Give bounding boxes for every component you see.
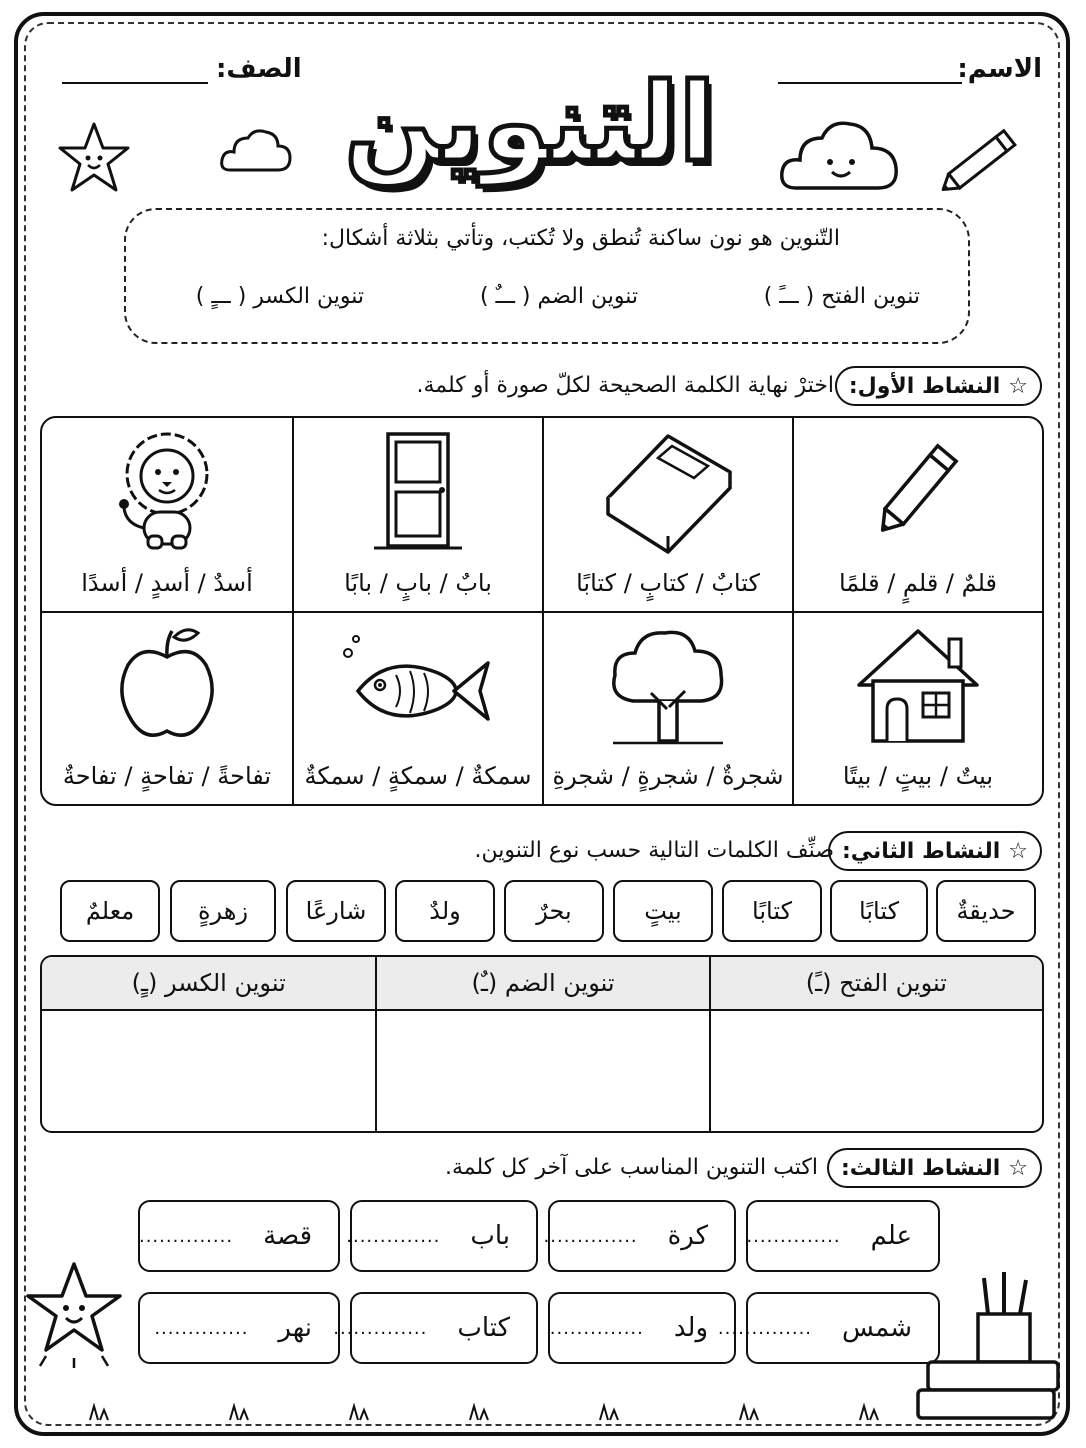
- word-card[interactable]: معلمٌ: [60, 880, 160, 942]
- activity1-choices-house[interactable]: بيتٌ / بيتٍ / بيتًا: [842, 762, 994, 790]
- activity1-choices-lion[interactable]: أسدٌ / أسدٍ / أسدًا: [81, 569, 253, 597]
- lion-icon: [112, 428, 222, 554]
- word-card[interactable]: كتابًا: [830, 880, 928, 942]
- book-icon: [598, 428, 738, 554]
- door-icon: [368, 428, 468, 554]
- activity3-label-text: النشاط الثالث:: [840, 1155, 1001, 1181]
- activity1-cell-pencil: [792, 418, 1042, 611]
- fill-blank[interactable]: ..............: [549, 1317, 644, 1339]
- fill-blank[interactable]: ..............: [346, 1225, 441, 1247]
- activity3-instruction: اكتب التنوين المناسب على آخر كل كلمة.: [444, 1155, 818, 1180]
- star-icon: ☆: [1008, 1155, 1028, 1181]
- definition-text: التّنوين هو نون ساكنة تُنطق ولا تُكتب، وتأتي بثلاثة أشكال:: [321, 226, 840, 251]
- sort-header-kasra: تنوين الكسر (ـٍ): [42, 957, 375, 1011]
- house-icon: [853, 623, 983, 749]
- fill-word: كتاب: [457, 1313, 510, 1343]
- smiling-cloud-icon: [778, 114, 902, 196]
- fill-word-box[interactable]: [346, 1200, 538, 1272]
- activity1-cell-fish: [292, 611, 542, 804]
- star-icon: [56, 120, 132, 194]
- sort-cell-damma[interactable]: [375, 1011, 708, 1131]
- definition-form-kasra: تنوين الكسر ( ـــٍ ): [195, 284, 364, 309]
- fill-blank[interactable]: ..............: [138, 1225, 234, 1247]
- sort-table: [40, 955, 1044, 1133]
- tree-icon: [603, 623, 733, 749]
- activity1-cell-door: [292, 418, 542, 611]
- fill-word-box[interactable]: [543, 1200, 736, 1272]
- fill-word-box[interactable]: [138, 1200, 340, 1272]
- fish-icon: [338, 623, 498, 749]
- activity1-cell-apple: [42, 611, 292, 804]
- class-field[interactable]: [62, 82, 208, 84]
- word-card[interactable]: بيتٍ: [613, 880, 713, 942]
- fill-word: شمس: [842, 1313, 912, 1343]
- star-icon: ☆: [1008, 838, 1028, 864]
- fill-blank[interactable]: ..............: [333, 1317, 428, 1339]
- fill-word: علم: [870, 1221, 912, 1251]
- fill-word: كرة: [667, 1221, 708, 1251]
- pencil-icon: [863, 428, 973, 554]
- activity2-label-text: النشاط الثاني:: [841, 838, 1001, 864]
- sort-header-fatha: تنوين الفتح (ـً): [709, 957, 1042, 1011]
- fill-word: نهر: [278, 1313, 312, 1343]
- activity1-cell-book: [542, 418, 792, 611]
- class-label: الصف:: [216, 54, 302, 84]
- activity1-choices-book[interactable]: كتابٌ / كتابٍ / كتابًا: [576, 569, 760, 597]
- activity1-instruction: اخترْ نهاية الكلمة الصحيحة لكلّ صورة أو كلمة.: [416, 373, 834, 398]
- activity1-cell-tree: [542, 611, 792, 804]
- word-card[interactable]: شارعًا: [286, 880, 386, 942]
- definition-box: [124, 208, 970, 344]
- fill-word-box[interactable]: [548, 1292, 736, 1364]
- fill-blank[interactable]: ..............: [154, 1317, 249, 1339]
- activity1-choices-fish[interactable]: سمكةٌ / سمكةٍ / سمكةٌ: [304, 762, 532, 790]
- word-card[interactable]: بحرٌ: [504, 880, 604, 942]
- activity1-choices-door[interactable]: بابٌ / بابٍ / بابًا: [344, 569, 492, 597]
- word-card[interactable]: حديقةٌ: [936, 880, 1036, 942]
- fill-word-box[interactable]: [138, 1292, 340, 1364]
- grass-border-decoration: [60, 1402, 940, 1422]
- name-label: الاسم:: [957, 54, 1042, 84]
- cloud-icon: [218, 124, 294, 176]
- fill-word: ولد: [673, 1313, 708, 1343]
- word-card[interactable]: كتابًا: [722, 880, 822, 942]
- activity1-choices-tree[interactable]: شجرةٌ / شجرةٍ / شجرةِ: [552, 762, 784, 790]
- sort-cell-fatha[interactable]: [709, 1011, 1042, 1131]
- name-field[interactable]: [778, 82, 962, 84]
- fill-blank[interactable]: ..............: [543, 1225, 638, 1247]
- word-card[interactable]: ولدٌ: [395, 880, 495, 942]
- activity1-cell-house: [792, 611, 1042, 804]
- sort-header-damma: تنوين الضم (ـٌ): [375, 957, 708, 1011]
- activity2-instruction: صنِّف الكلمات التالية حسب نوع التنوين.: [474, 838, 834, 863]
- star-icon: ☆: [1008, 373, 1028, 399]
- activity1-cell-lion: [42, 418, 292, 611]
- sort-cell-kasra[interactable]: [42, 1011, 375, 1131]
- pencil-icon: [934, 124, 1026, 200]
- fill-word: باب: [470, 1221, 510, 1251]
- activity1-choices-apple[interactable]: تفاحةً / تفاحةٍ / تفاحةٌ: [62, 762, 272, 790]
- page-title: التنوين: [344, 60, 716, 186]
- activity1-label: [835, 366, 1042, 406]
- apple-icon: [112, 623, 222, 749]
- word-card[interactable]: زهرةٍ: [170, 880, 276, 942]
- activity1-label-text: النشاط الأول:: [848, 373, 1001, 399]
- smiling-star-icon: [22, 1260, 128, 1368]
- fill-blank[interactable]: ..............: [746, 1225, 841, 1247]
- definition-form-fatha: تنوين الفتح ( ـــً ): [763, 284, 920, 309]
- fill-word-box[interactable]: [746, 1200, 940, 1272]
- fill-word-box[interactable]: [717, 1292, 940, 1364]
- activity3-label: [827, 1148, 1042, 1188]
- fill-word-box[interactable]: [333, 1292, 538, 1364]
- fill-blank[interactable]: ..............: [717, 1317, 813, 1339]
- activity1-choices-pencil[interactable]: قلمٌ / قلمٍ / قلمًا: [838, 569, 998, 597]
- activity2-label: [828, 831, 1042, 871]
- definition-form-damma: تنوين الضم ( ـــٌ ): [479, 284, 638, 309]
- fill-word: قصة: [263, 1221, 312, 1251]
- activity1-grid: [40, 416, 1044, 806]
